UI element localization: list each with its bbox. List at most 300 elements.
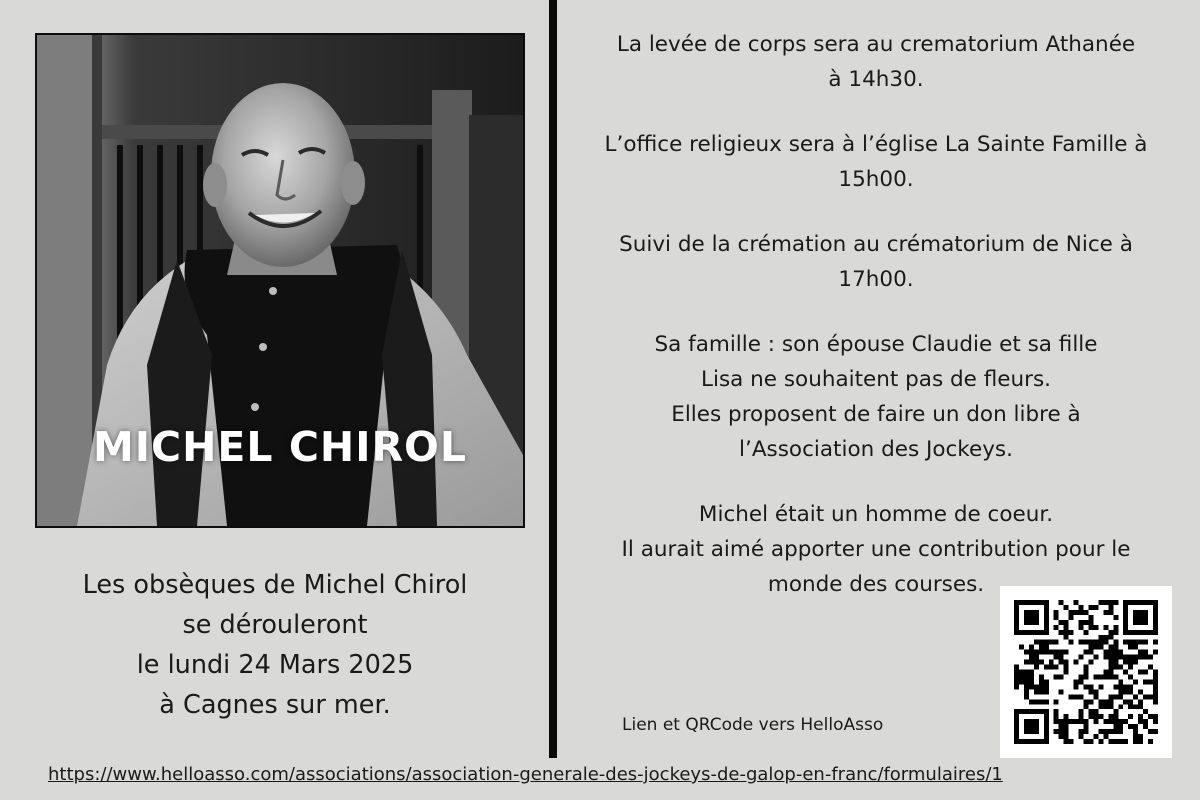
qr-module [1084,719,1089,724]
qr-module [1128,689,1133,694]
qr-module [1069,615,1074,620]
qr-module [1084,610,1089,615]
qr-module [1128,600,1133,605]
qr-module [1064,630,1069,635]
qr-module [1088,739,1093,744]
qr-module [1014,600,1019,605]
qr-module [1138,714,1143,719]
qr-module [1059,630,1064,635]
qr-module [1138,670,1143,675]
qr-module [1019,645,1024,650]
qr-module [1064,620,1069,625]
qr-module [1133,610,1138,615]
qr-module [1103,610,1108,615]
qr-module [1123,719,1128,724]
qr-module [1133,739,1138,744]
qr-module [1059,689,1064,694]
qr-module [1044,689,1049,694]
qr-module [1098,699,1103,704]
qr-module [1064,719,1069,724]
text-line: 17h00. [838,267,914,292]
qr-module [1039,684,1044,689]
qr-module [1093,640,1098,645]
qr-module [1029,729,1034,734]
qr-module [1113,739,1118,744]
qr-module [1118,724,1123,729]
qr-module [1153,630,1158,635]
qr-module [1128,640,1133,645]
qr-module [1128,714,1133,719]
qr-module [1113,709,1118,714]
qr-module [1153,670,1158,675]
qr-module [1153,729,1158,734]
qr-module [1088,660,1093,665]
qr-module [1034,620,1039,625]
qr-module [1019,739,1024,744]
qr-module [1123,610,1128,615]
qr-module [1084,620,1089,625]
qr-module [1064,625,1069,630]
qr-module [1133,694,1138,699]
qr-module [1113,655,1118,660]
qr-module [1138,620,1143,625]
qr-module [1123,605,1128,610]
qr-module [1088,615,1093,620]
qr-module [1118,689,1123,694]
qr-module [1093,655,1098,660]
qr-module [1044,734,1049,739]
qr-module [1118,650,1123,655]
qr-module [1153,694,1158,699]
qr-module [1123,689,1128,694]
qr-module [1098,600,1103,605]
qr-module [1123,620,1128,625]
qr-module [1123,699,1128,704]
qr-module [1079,694,1084,699]
qr-module [1103,699,1108,704]
qr-module [1123,625,1128,630]
qr-module [1064,650,1069,655]
qr-module [1138,600,1143,605]
qr-caption: Lien et QRCode vers HelloAsso [622,715,884,735]
qr-module [1044,630,1049,635]
qr-code[interactable] [1000,586,1172,758]
qr-module [1039,739,1044,744]
qr-module [1044,719,1049,724]
qr-module [1138,699,1143,704]
qr-module [1093,605,1098,610]
qr-module [1088,684,1093,689]
qr-module [1019,600,1024,605]
qr-module [1138,719,1143,724]
qr-module [1029,630,1034,635]
qr-module [1108,670,1113,675]
qr-module [1039,674,1044,679]
qr-module [1024,684,1029,689]
qr-module [1064,670,1069,675]
qr-module [1019,709,1024,714]
qr-module [1034,719,1039,724]
qr-module [1069,630,1074,635]
qr-module [1024,670,1029,675]
qr-module [1108,719,1113,724]
qr-module [1108,694,1113,699]
qr-module [1054,699,1059,704]
qr-module [1118,719,1123,724]
qr-module [1029,615,1034,620]
qr-module [1113,665,1118,670]
qr-module [1059,600,1064,605]
qr-module [1034,709,1039,714]
qr-module [1054,650,1059,655]
qr-module [1079,625,1084,630]
qr-module [1034,600,1039,605]
qr-module [1133,615,1138,620]
qr-module [1074,719,1079,724]
qr-module [1069,610,1074,615]
qr-module [1044,699,1049,704]
qr-module [1103,640,1108,645]
funeral-line-2: se dérouleront [182,610,368,640]
text-line: Elles proposent de faire un don libre à [671,402,1081,427]
qr-module [1039,660,1044,665]
qr-module [1074,694,1079,699]
qr-module [1138,610,1143,615]
qr-module [1093,674,1098,679]
qr-module [1113,650,1118,655]
qr-module [1088,620,1093,625]
qr-module [1029,670,1034,675]
qr-module [1014,610,1019,615]
qr-module [1113,729,1118,734]
qr-module [1034,729,1039,734]
funeral-line-3: le lundi 24 Mars 2025 [136,650,414,680]
qr-module [1054,719,1059,724]
qr-module [1113,660,1118,665]
qr-module [1059,660,1064,665]
qr-module [1138,640,1143,645]
qr-module [1064,734,1069,739]
qr-module [1064,605,1069,610]
qr-module [1113,674,1118,679]
qr-module [1014,734,1019,739]
qr-module [1113,625,1118,630]
qr-module [1098,739,1103,744]
qr-module [1113,719,1118,724]
qr-module [1093,689,1098,694]
vertical-divider [549,0,557,758]
qr-module [1019,630,1024,635]
qr-module [1088,699,1093,704]
paragraph-famille [572,327,1180,467]
qr-module [1143,610,1148,615]
qr-module [1143,655,1148,660]
portrait-photo [35,33,525,528]
qr-module [1059,650,1064,655]
qr-module [1133,645,1138,650]
qr-module [1014,620,1019,625]
qr-module [1064,714,1069,719]
qr-module [1024,719,1029,724]
qr-module [1019,670,1024,675]
qr-module [1054,615,1059,620]
qr-module [1054,610,1059,615]
qr-module [1108,610,1113,615]
qr-module [1039,689,1044,694]
qr-module [1059,729,1064,734]
qr-module [1014,605,1019,610]
qr-module [1118,694,1123,699]
qr-module [1034,660,1039,665]
qr-module [1059,620,1064,625]
qr-module [1024,620,1029,625]
qr-module [1049,660,1054,665]
text-line: 15h00. [838,167,914,192]
qr-module [1093,714,1098,719]
qr-module [1029,684,1034,689]
qr-module [1064,665,1069,670]
qr-module [1024,694,1029,699]
qr-module [1148,679,1153,684]
qr-module [1153,714,1158,719]
qr-module [1079,709,1084,714]
qr-module [1044,645,1049,650]
qr-module [1098,684,1103,689]
qr-module [1108,635,1113,640]
qr-module [1029,610,1034,615]
qr-module [1133,640,1138,645]
paragraph-levee-de-corps [572,27,1180,97]
qr-module [1044,610,1049,615]
qr-module [1084,729,1089,734]
qr-module [1153,600,1158,605]
qr-module [1039,699,1044,704]
qr-module [1069,694,1074,699]
qr-module [1079,620,1084,625]
qr-module [1014,670,1019,675]
qr-module [1069,719,1074,724]
qr-module [1079,610,1084,615]
qr-module [1153,640,1158,645]
qr-module [1044,600,1049,605]
text-line: Lisa ne souhaitent pas de fleurs. [701,367,1051,392]
qr-module [1074,679,1079,684]
qr-module [1044,709,1049,714]
qr-module [1034,684,1039,689]
qr-module [1133,704,1138,709]
qr-module [1148,655,1153,660]
qr-module [1138,655,1143,660]
qr-module [1044,665,1049,670]
text-line: à 14h30. [828,67,924,92]
qr-module [1103,734,1108,739]
qr-module [1128,665,1133,670]
qr-module [1024,729,1029,734]
qr-module [1118,679,1123,684]
qr-module [1143,630,1148,635]
qr-module [1143,679,1148,684]
qr-module [1113,714,1118,719]
qr-module [1128,704,1133,709]
paragraph-office-religieux [572,127,1180,197]
qr-module [1108,645,1113,650]
qr-module [1059,719,1064,724]
qr-module [1014,729,1019,734]
qr-module [1148,665,1153,670]
photo-name-overlay: MICHEL CHIROL [92,423,468,471]
qr-module [1024,679,1029,684]
qr-module [1044,620,1049,625]
qr-module [1064,724,1069,729]
qr-module [1079,719,1084,724]
text-line: monde des courses. [767,572,985,597]
qr-module [1128,724,1133,729]
qr-module [1079,714,1084,719]
qr-module [1103,625,1108,630]
qr-module [1148,714,1153,719]
qr-module [1079,605,1084,610]
qr-module [1014,719,1019,724]
qr-module [1103,650,1108,655]
qr-module [1034,650,1039,655]
qr-module [1014,615,1019,620]
qr-module [1024,674,1029,679]
qr-module [1133,734,1138,739]
qr-module [1153,684,1158,689]
qr-module [1029,650,1034,655]
qr-module [1084,640,1089,645]
qr-module [1024,660,1029,665]
qr-module [1014,625,1019,630]
qr-module [1118,729,1123,734]
qr-module [1084,630,1089,635]
qr-module [1133,729,1138,734]
qr-module [1024,650,1029,655]
qr-module [1079,729,1084,734]
qr-module [1118,684,1123,689]
qr-module [1014,714,1019,719]
qr-module [1103,600,1108,605]
qr-module [1069,739,1074,744]
qr-module [1084,650,1089,655]
qr-module [1153,689,1158,694]
qr-module [1088,689,1093,694]
qr-module [1024,689,1029,694]
qr-module [1108,655,1113,660]
qr-module [1064,739,1069,744]
qr-module [1079,674,1084,679]
qr-module [1044,729,1049,734]
qr-module [1029,620,1034,625]
qr-module [1014,665,1019,670]
funeral-date-block [30,565,520,725]
qr-module [1039,640,1044,645]
qr-module [1153,610,1158,615]
qr-module [1118,665,1123,670]
qr-module [1093,625,1098,630]
qr-module [1123,630,1128,635]
qr-module [1108,650,1113,655]
qr-module [1024,615,1029,620]
qr-module [1029,699,1034,704]
qr-module [1123,600,1128,605]
qr-module [1143,650,1148,655]
qr-module [1024,600,1029,605]
qr-module [1153,620,1158,625]
qr-module [1044,625,1049,630]
qr-module [1108,674,1113,679]
qr-module [1014,679,1019,684]
qr-module [1103,729,1108,734]
qr-module [1079,734,1084,739]
qr-module [1148,694,1153,699]
qr-module [1113,645,1118,650]
qr-module [1133,620,1138,625]
qr-module [1084,699,1089,704]
qr-module [1084,674,1089,679]
helloasso-link[interactable]: https://www.helloasso.com/associations/association-generale-des-jockeys-de-galop-en-franc/formulaires/1 [48,764,1003,785]
qr-module [1108,600,1113,605]
qr-module [1123,739,1128,744]
qr-module [1103,704,1108,709]
qr-module [1034,724,1039,729]
qr-module [1064,660,1069,665]
qr-module [1034,739,1039,744]
qr-module [1133,679,1138,684]
qr-module [1153,699,1158,704]
qr-module [1019,674,1024,679]
qr-module [1113,600,1118,605]
qr-module [1059,655,1064,660]
qr-module [1084,739,1089,744]
qr-module [1143,719,1148,724]
qr-module [1034,615,1039,620]
qr-module [1128,699,1133,704]
qr-module [1108,665,1113,670]
qr-module [1118,704,1123,709]
qr-module [1153,719,1158,724]
qr-module [1034,640,1039,645]
qr-module [1029,739,1034,744]
qr-module [1113,640,1118,645]
qr-module [1029,679,1034,684]
qr-module [1034,655,1039,660]
qr-module [1093,694,1098,699]
qr-module [1034,630,1039,635]
qr-module [1079,679,1084,684]
qr-module [1103,635,1108,640]
qr-module [1098,714,1103,719]
qr-module [1133,660,1138,665]
qr-module [1143,615,1148,620]
qr-module [1123,655,1128,660]
qr-module [1138,630,1143,635]
qr-module [1024,724,1029,729]
qr-module [1153,625,1158,630]
qr-module [1123,660,1128,665]
qr-module [1153,674,1158,679]
qr-code-icon [1014,600,1158,744]
qr-module [1113,684,1118,689]
qr-module [1029,645,1034,650]
qr-module [1088,650,1093,655]
qr-module [1128,630,1133,635]
text-line: Sa famille : son épouse Claudie et sa fille [654,332,1098,357]
qr-module [1088,714,1093,719]
qr-module [1079,640,1084,645]
qr-module [1039,709,1044,714]
qr-module [1153,605,1158,610]
